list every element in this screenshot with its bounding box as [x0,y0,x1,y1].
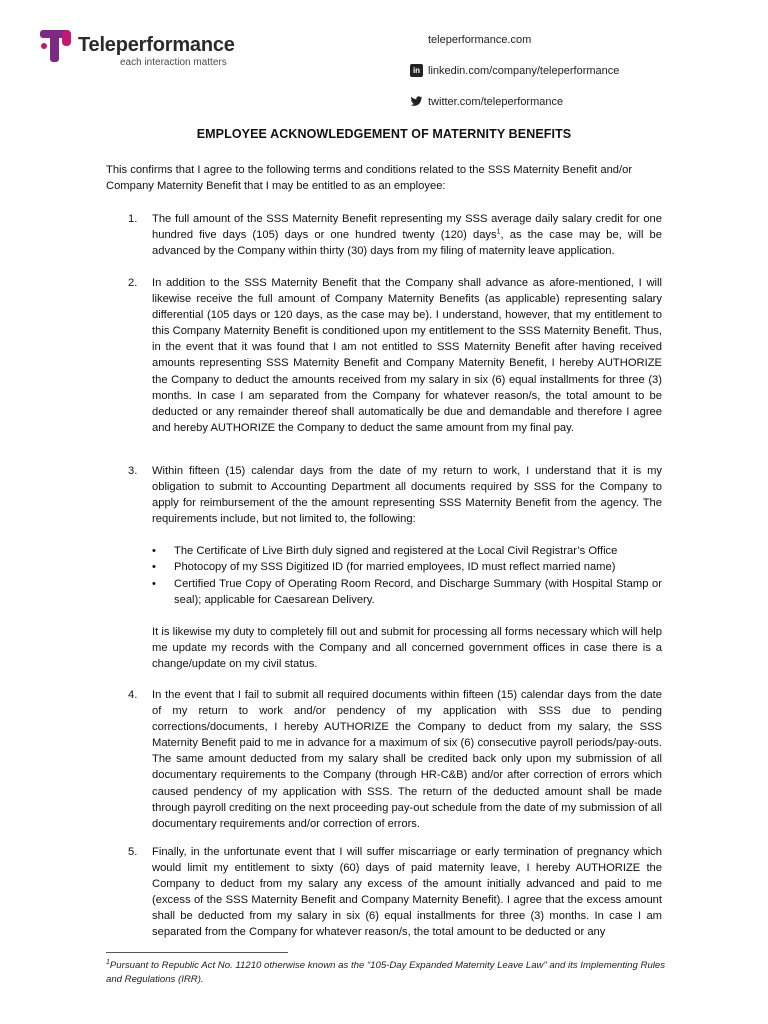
bullet: • [152,577,156,590]
item-text: , as the case may be, will be advanced by the Company within thirty (30) days from my filing of maternity leave application. [152,229,662,258]
list-item [152,543,662,559]
linkedin-row[interactable] [410,64,619,77]
bullet-text: Photocopy of my SSS Digitized ID (for married employees, ID must reflect married name) [174,561,616,574]
twitter-link[interactable]: twitter.com/teleperformance [428,95,564,108]
list-item-4 [106,687,662,832]
item-body [152,463,662,672]
item-body: In addition to the SSS Maternity Benefit that the Company shall advance as afore-mentioned, I will likewise receive the full amount of Company Maternity Benefits (as applicable) representing salary differential (105 days or 120 days, as the case may be). I understand, however, that my entitlement to this Company Maternity Benefit is conditioned upon my entitlement to the SSS Maternity Benefit. Thus, in the event that it was found that I am not entitled to SSS Maternity Benefit after having received amounts representing SSS Maternity Benefit and Company Maternity Benefit, I hereby AUTHORIZE the Company to deduct the amounts received from my salary in six (6) equal installments for three (3) months. In case I am separated from the Company for whatever reason/s, the total amount to be deducted or any remainder thereof shall automatically be due and demandable and therefore I agree and hereby AUTHORIZE the Company to deduct the same amount from my final pay. [152,277,662,434]
item-body: Finally, in the unfortunate event that I will suffer miscarriage or early termination of pregnancy which would limit my entitlement to sixty (60) days of paid maternity leave, I hereby AUTHORIZE the Company to deduct from my salary any excess of the amount initially advanced and paid to me (excess of the SSS Maternity Benefit and Company Maternity Benefit). I agree that the excess amount shall be deducted from my salary in six (6) equal installments for three (3) months. In case I am separated from the Company for whatever reason/s, the total amount to be deducted or any [152,846,662,939]
intro-paragraph: This confirms that I agree to the following terms and conditions related to the SSS Maternity Benefit and/or Company Maternity Benefit that I may be entitled to as an employee: [106,164,633,193]
item-number: 3. [128,465,138,477]
civil-status-paragraph: It is likewise my duty to completely fill out and submit for processing all forms necessary which will help me update my records with the Company and all concerned government offices in case there is a change/update on my civil status. [152,625,662,670]
list-item [152,576,662,608]
document-title: EMPLOYEE ACKNOWLEDGEMENT OF MATERNITY BENEFITS [196,127,572,141]
brand-name: Teleperformance [78,34,235,56]
website-link[interactable]: teleperformance.com [428,34,532,46]
teleperformance-logo [40,24,240,70]
footnote-divider [106,952,288,953]
bullet: • [152,561,156,574]
twitter-icon [410,95,423,108]
footnote [106,959,666,987]
footnote-text: Pursuant to Republic Act No. 11210 otherwise known as the “105-Day Expanded Maternity Leave Law” and its Implementing Rules and Regulations (IRR). [106,960,666,985]
linkedin-link[interactable]: linkedin.com/company/teleperformance [428,64,620,77]
item-number: 5. [128,846,138,858]
requirements-list [152,543,662,607]
item-body: In the event that I fail to submit all required documents within fifteen (15) calendar days from the date of my return to work and/or pendency of my application with SSS due to pending corrections/documents, I hereby AUTHORIZE the Company to deduct from my salary, the SSS Maternity Benefit paid to me in advance for a maximum of six (6) consecutive payroll periods/pay-outs. The same amount deducted from my salary shall be credited back only upon my submission of all documentary requirements to the Company (through HR-C&B) and/or after correction of errors which caused pendency of my application with SSS. The return of the deducted amount shall be made through payroll crediting on the next proceeding pay-out schedule from the date of my submission of all documentary requirements and/or correction of errors. [152,689,662,830]
bullet: • [152,545,156,558]
item-number: 4. [128,689,138,701]
twitter-row[interactable] [410,95,563,108]
bullet-text: The Certificate of Live Birth duly signed and registered at the Local Civil Registrar’s Office [174,545,618,558]
brand-tagline: each interaction matters [120,57,227,68]
list-item-3 [106,463,662,672]
list-item [152,559,662,575]
item-text: Within fifteen (15) calendar days from the date of my return to work, I understand that it is my obligation to submit to Accounting Department all documents required by SSS for the Company to apply for reimbursement of the the amount representing SSS Maternity Benefit from the agency. The requirements include, but not limited to, the following: [152,465,662,526]
item-text: The full amount of the SSS Maternity Benefit representing my SSS average daily salary credit for one hundred five days (105) days or one hundred twenty (120) days [152,213,662,242]
list-item-1 [106,211,662,259]
item-number: 2. [128,277,138,289]
footnote-marker: 1 [106,958,110,966]
item-body [152,211,662,259]
list-item-5 [106,844,662,941]
linkedin-icon: in [410,64,423,77]
item-number: 1. [128,213,138,225]
footnote-ref: 1 [496,228,501,236]
bullet-text: Certified True Copy of Operating Room Record, and Discharge Summary (with Hospital Stamp or seal); applicable for Caesarean Delivery. [174,577,662,606]
list-item-2 [106,275,662,436]
logo-mark-icon [40,26,74,66]
